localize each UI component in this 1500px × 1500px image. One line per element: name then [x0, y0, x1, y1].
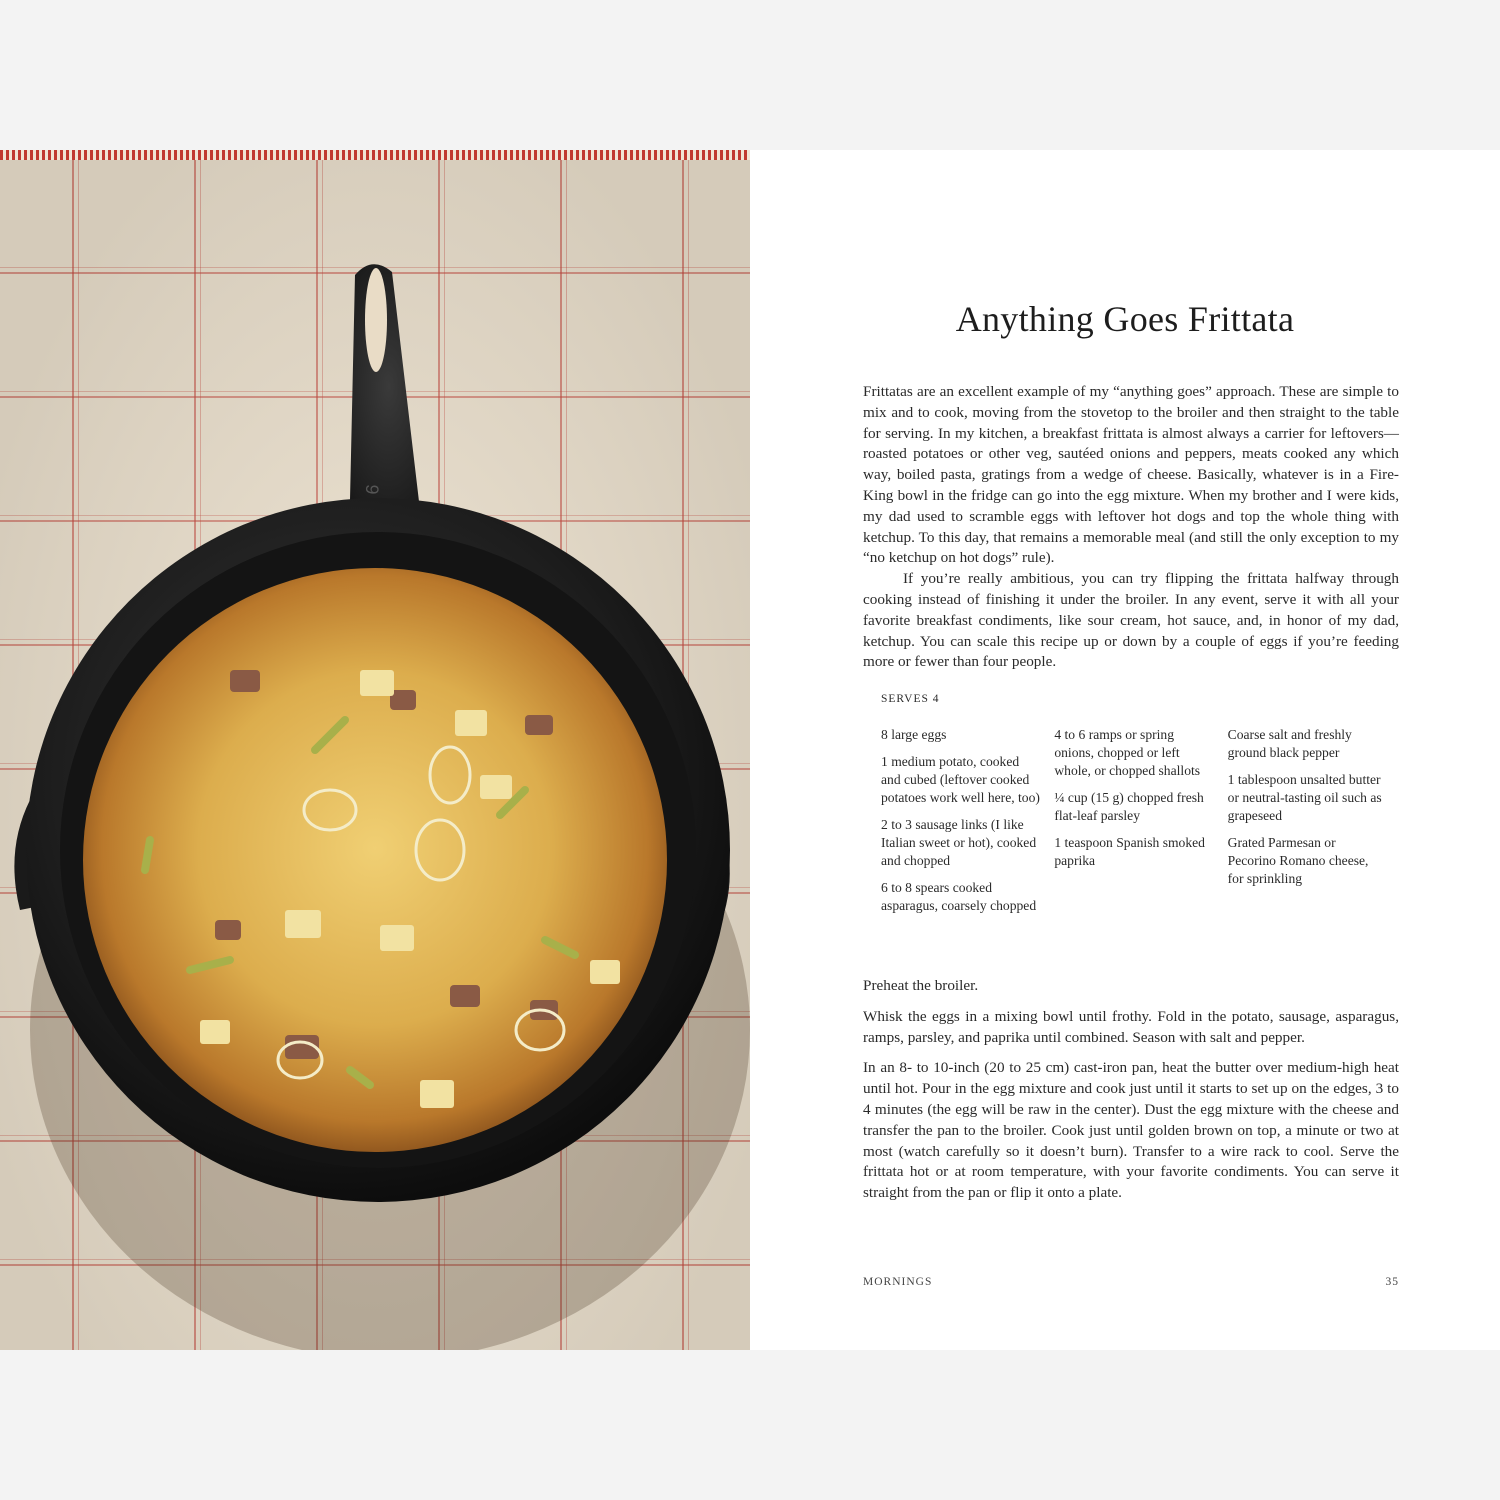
handle-hole — [365, 268, 387, 372]
ingredient-item: Coarse salt and freshly ground black pepper — [1227, 727, 1352, 760]
ingredient-item: 4 to 6 ramps or spring onions, chopped or left whole, or chopped shallots — [1054, 727, 1201, 778]
book-spread — [0, 150, 1500, 1350]
recipe-title: Anything Goes Frittata — [955, 299, 1295, 339]
frittata — [83, 568, 667, 1152]
method-step: Whisk the eggs in a mixing bowl until frothy. Fold in the potato, sausage, asparagus, ramps, parsley, and paprika until combined. Season with salt and pepper. — [863, 1007, 1399, 1046]
page-number: 35 — [1385, 1276, 1399, 1288]
recipe-method — [863, 976, 1399, 1214]
intro-paragraph: Frittatas are an excellent example of my “anything goes” approach. These are simple to mix and to cook, moving from the stovetop to the broiler and then straight to the table for serving. In my kitchen, a breakfast frittata is almost always a carrier for leftovers—roasted potatoes or other veg, sautéed onions and peppers, meats cooked any which way, boiled pasta, gratings from a wedge of cheese. Basically, whatever is in a Fire-King bowl in the fridge can go into the egg mixture. When my brother and I were kids, my dad used to scramble eggs with leftover hot dogs and top the whole thing with ketchup. To this day, that remains a memorable meal (and still the only exception to my “no ketchup on hot dogs” rule). — [863, 383, 1399, 567]
skillet-illustration — [0, 150, 750, 1350]
ingredient-item: 6 to 8 spears cooked asparagus, coarsely chopped — [881, 880, 1037, 913]
ingredient-item: 2 to 3 sausage links (I like Italian sweet or hot), cooked and chopped — [881, 817, 1037, 868]
ingredient-column — [1228, 726, 1401, 924]
ingredient-item: 1 tablespoon unsalted butter or neutral-tasting oil such as grapeseed — [1227, 772, 1382, 823]
ingredient-item: 8 large eggs — [881, 727, 947, 742]
ingredient-item: ¼ cup (15 g) chopped fresh flat-leaf parsley — [1054, 790, 1204, 823]
method-step: In an 8- to 10-inch (20 to 25 cm) cast-iron pan, heat the butter over medium-high heat until hot. Pour in the egg mixture and cook just until it starts to set up on the edges, 3 to 4 minutes (the egg will be raw in the center). Dust the egg mixture with the cheese and transfer the pan to the broiler. Cook just until golden brown on top, a minute or two at most (watch carefully so it doesn’t burn). Transfer to a wire rack to cool. Serve the frittata hot or at room temperature, with your favorite condiments. You can serve it straight from the pan or flip it onto a plate. — [863, 1059, 1399, 1202]
ingredient-column — [1054, 726, 1227, 924]
section-label: MORNINGS — [863, 1276, 933, 1288]
ingredient-item: 1 teaspoon Spanish smoked paprika — [1054, 835, 1205, 868]
page-footer — [863, 1276, 1399, 1288]
method-step: Preheat the broiler. — [863, 977, 979, 994]
ingredient-list — [881, 726, 1401, 924]
ingredient-item: 1 medium potato, cooked and cubed (leftover cooked potatoes work well here, too) — [881, 754, 1040, 805]
recipe-page — [750, 150, 1500, 1350]
ingredient-item: Grated Parmesan or Pecorino Romano cheese, for sprinkling — [1227, 835, 1369, 886]
intro-paragraph: If you’re really ambitious, you can try flipping the frittata halfway through cooking instead of finishing it under the broiler. In any event, serve it with all your favorite breakfast condiments, like sour cream, hot sauce, and, in honor of my dad, ketchup. You can scale this recipe up or down by a couple of eggs if you’re feeding more or fewer than four people. — [863, 570, 1399, 671]
ingredient-column — [881, 726, 1054, 924]
recipe-intro — [863, 382, 1399, 673]
skillet-mark: 6 — [362, 483, 383, 496]
serves-label: SERVES 4 — [881, 693, 940, 705]
frittata-photo — [0, 150, 750, 1350]
